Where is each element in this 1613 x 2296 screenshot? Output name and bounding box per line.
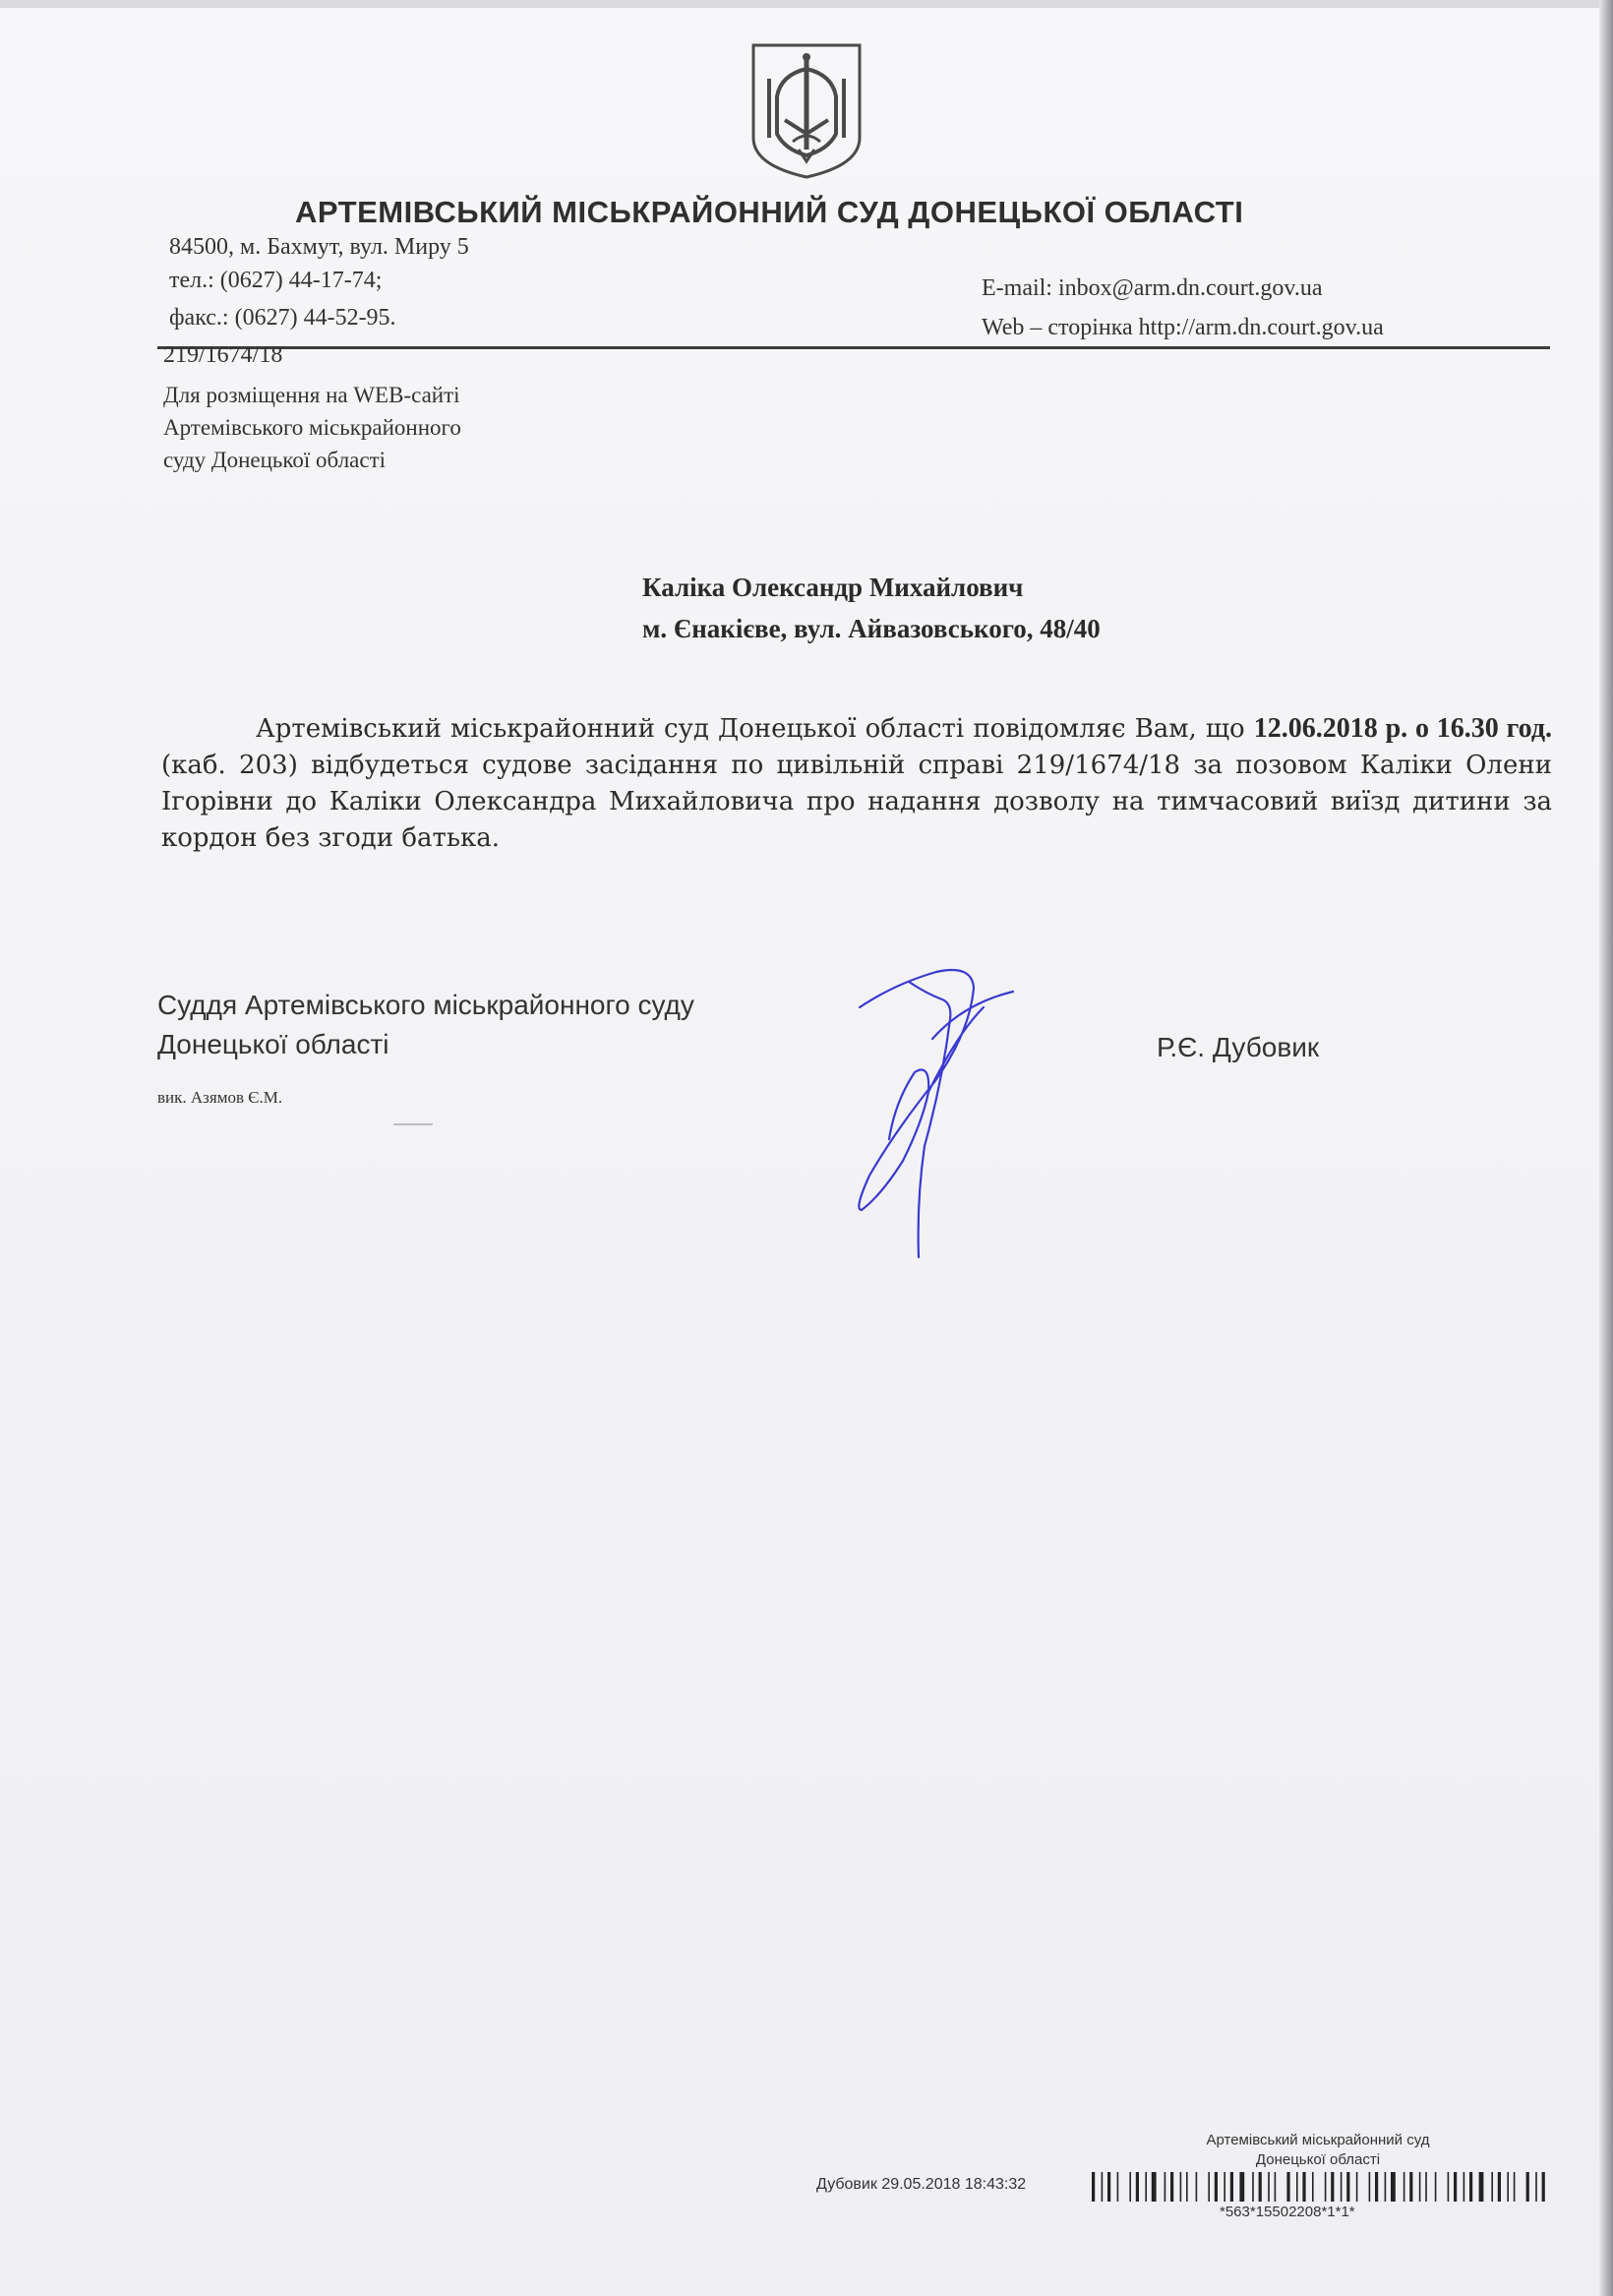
placement-note: [163, 379, 461, 476]
court-address: 84500, м. Бахмут, вул. Миру 5: [169, 234, 469, 260]
barcode-text: *563*15502208*1*1*: [1220, 2204, 1355, 2220]
court-title: АРТЕМІВСЬКИЙ МІСЬКРАЙОННИЙ СУД ДОНЕЦЬКОЇ ОБЛАСТІ: [295, 195, 1244, 229]
hearing-datetime: 12.06.2018 р. о 16.30 год.: [1253, 713, 1552, 744]
registration-stamp: Дубовик 29.05.2018 18:43:32: [816, 2176, 1027, 2193]
judge-name: Р.Є. Дубовик: [1157, 1032, 1320, 1062]
court-website: Web – сторінка http://arm.dn.court.gov.ua: [982, 315, 1384, 340]
barcode-icon: [1088, 2170, 1550, 2204]
judge-title: [157, 986, 694, 1064]
placement-note-line: Артемівського міськрайонного: [163, 415, 461, 440]
notice-body-part1: Артемівський міськрайонний суд Донецької області повідомляє Вам, що: [256, 714, 1254, 744]
footer-court-line: Донецької області: [1255, 2151, 1381, 2168]
court-fax: факс.: (0627) 44-52-95.: [169, 305, 396, 331]
court-email: E-mail: inbox@arm.dn.court.gov.ua: [982, 275, 1323, 301]
judge-title-line: Донецької області: [157, 1029, 389, 1059]
addressee-block: [642, 567, 1101, 649]
placement-note-line: суду Донецької області: [163, 448, 387, 472]
notice-body: [161, 710, 1552, 857]
footer-court: [1170, 2131, 1465, 2170]
court-phone: тел.: (0627) 44-17-74;: [169, 268, 383, 293]
addressee-name: Каліка Олександр Михайлович: [642, 573, 1024, 602]
scan-edge-top: [0, 0, 1613, 8]
scan-mark: [393, 1123, 433, 1125]
handwritten-signature: [826, 964, 1043, 1259]
notice-body-part2: (каб. 203) відбудеться судове засідання по цивільній справі 219/1674/18 за позовом Каліки Олени Ігорівни до Каліки Олександра Михайловича про надання дозволу на тимчасовий виїзд дитини за кордон без згоди батька.: [161, 751, 1552, 853]
addressee-address: м. Єнакієве, вул. Айвазовського, 48/40: [642, 614, 1101, 643]
judge-title-line: Суддя Артемівського міськрайонного суду: [157, 990, 694, 1020]
case-number: 219/1674/18: [163, 342, 283, 368]
header-divider: [157, 346, 1550, 349]
executor-note: вик. Азямов Є.М.: [157, 1088, 283, 1107]
coat-of-arms-icon: [747, 39, 866, 182]
scan-edge-right: [1599, 0, 1613, 2296]
footer-court-line: Артемівський міськрайонний суд: [1206, 2132, 1430, 2148]
placement-note-line: Для розміщення на WEB-сайті: [163, 383, 460, 407]
